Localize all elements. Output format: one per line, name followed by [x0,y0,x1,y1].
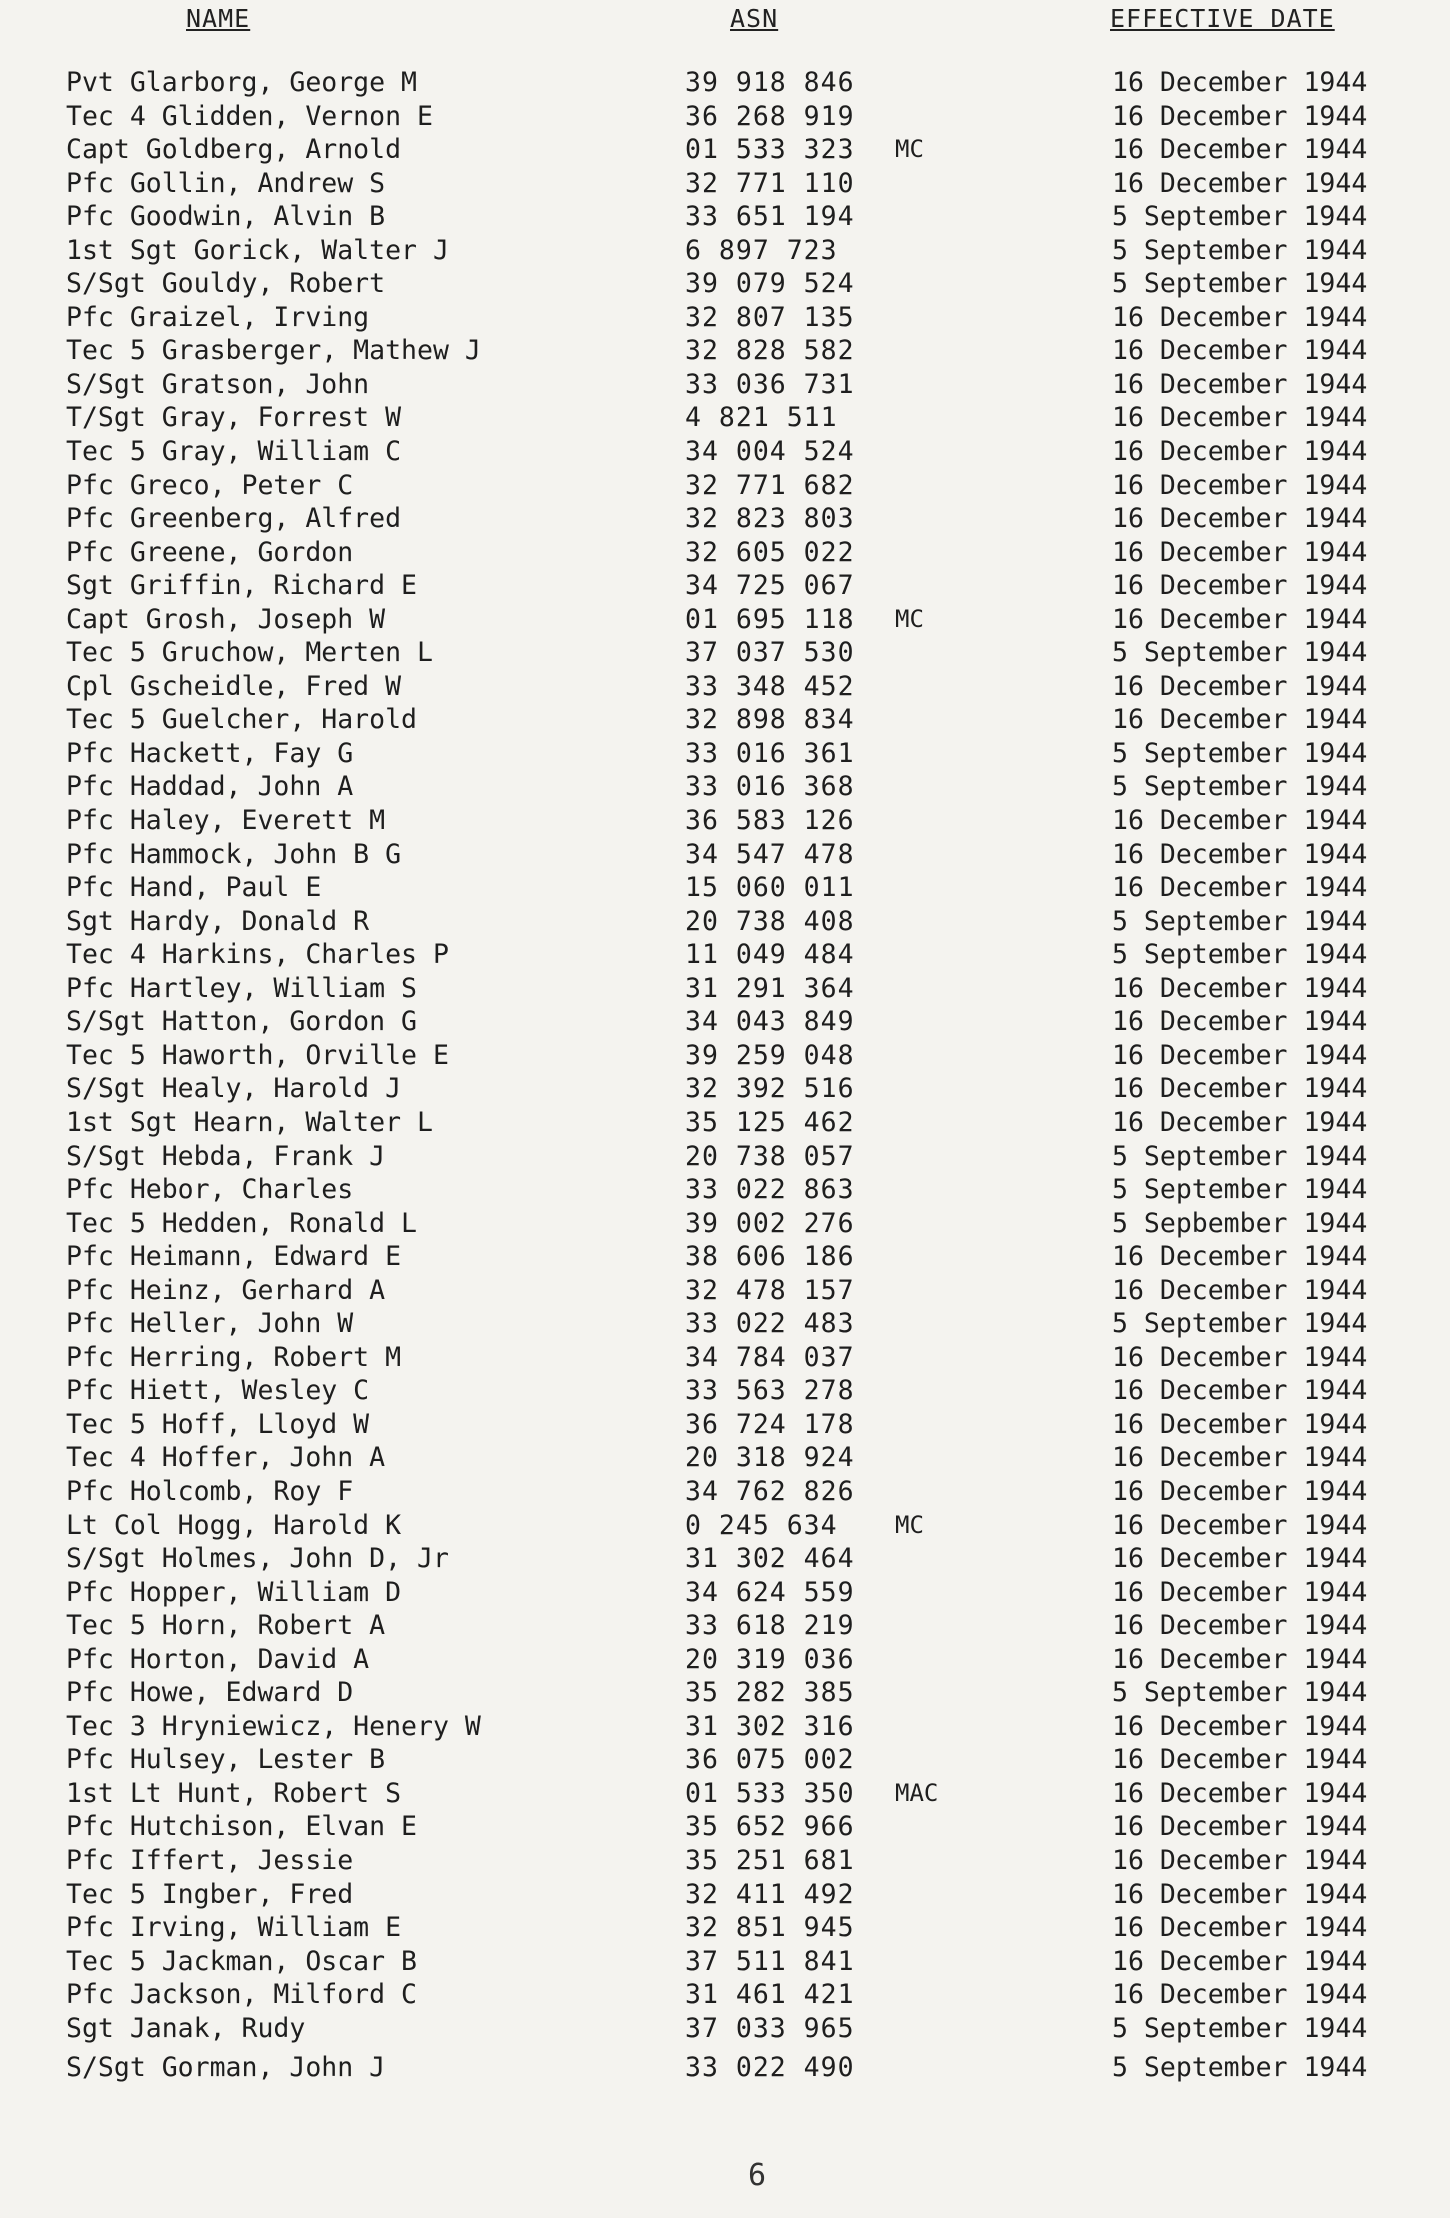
roster-list [0,66,1450,2085]
asn-value: 36 583 126 [685,805,855,837]
person-name: Cpl Gscheidle, Fred W [66,670,402,702]
asn-value: 01 533 350 [685,1777,855,1809]
asn-value: 37 033 965 [685,2012,855,2044]
person-name: Capt Goldberg, Arnold [66,134,402,166]
effective-date: 16 December 1944 [1112,1375,1368,1407]
effective-date: 16 December 1944 [1112,469,1368,501]
person-name: Pfc Irving, William E [66,1912,402,1944]
roster-row [0,1676,1450,1710]
effective-date: 16 December 1944 [1112,1408,1368,1440]
asn-value: 34 784 037 [685,1341,855,1373]
asn-value: 33 563 278 [685,1375,855,1407]
effective-date: 5 September 1944 [1112,268,1368,300]
asn-value: 33 618 219 [685,1610,855,1642]
header-name: NAME [186,4,251,33]
roster-row [0,1743,1450,1777]
roster-row [0,167,1450,201]
asn-value: 39 079 524 [685,268,855,300]
effective-date: 16 December 1944 [1112,872,1368,904]
asn-value: 39 002 276 [685,1207,855,1239]
asn-value: 36 724 178 [685,1408,855,1440]
roster-row [0,502,1450,536]
roster-row [0,938,1450,972]
person-name: Pfc Gollin, Andrew S [66,167,386,199]
person-name: Sgt Griffin, Richard E [66,570,417,602]
effective-date: 16 December 1944 [1112,1811,1368,1843]
roster-row [0,1777,1450,1811]
roster-row [0,1207,1450,1241]
person-name: 1st Sgt Hearn, Walter L [66,1106,433,1138]
roster-row [0,1341,1450,1375]
roster-row [0,636,1450,670]
person-name: Pfc Goodwin, Alvin B [66,201,386,233]
person-name: Tec 5 Ingber, Fred [66,1878,354,1910]
effective-date: 16 December 1944 [1112,1610,1368,1642]
effective-date: 16 December 1944 [1112,1442,1368,1474]
asn-value: 33 022 863 [685,1174,855,1206]
asn-value: 31 291 364 [685,972,855,1004]
asn-value: 33 036 731 [685,368,855,400]
effective-date: 5 September 1944 [1112,2012,1368,2044]
person-name: Lt Col Hogg, Harold K [66,1509,402,1541]
person-name: Capt Grosh, Joseph W [66,603,386,635]
person-name: Pfc Jackson, Milford C [66,1979,417,2011]
effective-date: 16 December 1944 [1112,1543,1368,1575]
roster-row [0,603,1450,637]
person-name: Tec 5 Guelcher, Harold [66,704,417,736]
effective-date: 16 December 1944 [1112,1006,1368,1038]
asn-value: 01 695 118 [685,603,855,635]
asn-value: 33 022 483 [685,1308,855,1340]
person-name: Pfc Haley, Everett M [66,805,386,837]
person-name: Tec 4 Harkins, Charles P [66,939,449,971]
effective-date: 5 Sepbember 1944 [1112,1207,1368,1239]
effective-date: 5 September 1944 [1112,234,1368,266]
asn-value: 37 037 530 [685,637,855,669]
effective-date: 16 December 1944 [1112,503,1368,535]
asn-value: 34 004 524 [685,436,855,468]
asn-value: 6 897 723 [685,234,838,266]
effective-date: 5 September 1944 [1112,905,1368,937]
effective-date: 16 December 1944 [1112,1744,1368,1776]
asn-value: 20 738 408 [685,905,855,937]
person-name: Pfc Hand, Paul E [66,872,322,904]
person-name: T/Sgt Gray, Forrest W [66,402,402,434]
person-name: Pfc Hutchison, Elvan E [66,1811,417,1843]
asn-value: 20 738 057 [685,1140,855,1172]
person-name: Pfc Hiett, Wesley C [66,1375,370,1407]
roster-row [0,234,1450,268]
header-effective-date: EFFECTIVE DATE [1110,4,1335,33]
roster-row [0,569,1450,603]
asn-value: 32 411 492 [685,1878,855,1910]
effective-date: 16 December 1944 [1112,838,1368,870]
asn-value: 31 302 316 [685,1710,855,1742]
person-name: Sgt Hardy, Donald R [66,905,370,937]
person-name: S/Sgt Hebda, Frank J [66,1140,386,1172]
roster-row [0,1576,1450,1610]
effective-date: 16 December 1944 [1112,972,1368,1004]
person-name: Pfc Hammock, John B G [66,838,402,870]
person-name: Pfc Heller, John W [66,1308,354,1340]
person-name: Pfc Hopper, William D [66,1576,402,1608]
roster-row [0,703,1450,737]
roster-row [0,1609,1450,1643]
person-name: Pfc Hackett, Fay G [66,737,354,769]
person-name: Pfc Heinz, Gerhard A [66,1274,386,1306]
roster-row [0,435,1450,469]
roster-row [0,1374,1450,1408]
effective-date: 16 December 1944 [1112,1878,1368,1910]
roster-row [0,871,1450,905]
effective-date: 16 December 1944 [1112,368,1368,400]
person-name: Tec 5 Horn, Robert A [66,1610,386,1642]
roster-row [0,1106,1450,1140]
effective-date: 5 September 1944 [1112,1308,1368,1340]
asn-value: 32 828 582 [685,335,855,367]
asn-value: 34 043 849 [685,1006,855,1038]
effective-date: 16 December 1944 [1112,1509,1368,1541]
effective-date: 16 December 1944 [1112,1039,1368,1071]
person-name: Tec 5 Gray, William C [66,436,402,468]
effective-date: 5 September 1944 [1112,737,1368,769]
effective-date: 16 December 1944 [1112,1912,1368,1944]
roster-row [0,1039,1450,1073]
effective-date: 16 December 1944 [1112,167,1368,199]
effective-date: 16 December 1944 [1112,1710,1368,1742]
header-asn: ASN [730,4,779,33]
person-name: Tec 4 Glidden, Vernon E [66,100,433,132]
effective-date: 16 December 1944 [1112,335,1368,367]
roster-row [0,1441,1450,1475]
effective-date: 16 December 1944 [1112,1073,1368,1105]
roster-row [0,1005,1450,1039]
person-name: Tec 4 Hoffer, John A [66,1442,386,1474]
roster-row [0,334,1450,368]
corps-note: MC [895,135,924,164]
person-name: S/Sgt Healy, Harold J [66,1073,402,1105]
effective-date: 5 September 1944 [1112,201,1368,233]
asn-value: 39 918 846 [685,67,855,98]
roster-row [0,1643,1450,1677]
roster-row [0,133,1450,167]
person-name: Pfc Iffert, Jessie [66,1844,354,1876]
person-name: Tec 5 Hedden, Ronald L [66,1207,417,1239]
person-name: Pfc Howe, Edward D [66,1677,354,1709]
asn-value: 33 016 368 [685,771,855,803]
asn-value: 32 478 157 [685,1274,855,1306]
person-name: Pfc Haddad, John A [66,771,354,803]
asn-value: 20 318 924 [685,1442,855,1474]
roster-row [0,1307,1450,1341]
roster-row [0,1509,1450,1543]
effective-date: 16 December 1944 [1112,603,1368,635]
asn-value: 39 259 048 [685,1039,855,1071]
asn-value: 32 823 803 [685,503,855,535]
person-name: S/Sgt Hatton, Gordon G [66,1006,417,1038]
asn-value: 32 898 834 [685,704,855,736]
asn-value: 0 245 634 [685,1509,838,1541]
roster-row [0,1475,1450,1509]
effective-date: 5 September 1944 [1112,939,1368,971]
person-name: Pfc Hartley, William S [66,972,417,1004]
person-name: 1st Sgt Gorick, Walter J [66,234,449,266]
roster-row [0,737,1450,771]
effective-date: 16 December 1944 [1112,1241,1368,1273]
asn-value: 36 075 002 [685,1744,855,1776]
roster-row [0,301,1450,335]
corps-note: MC [895,604,924,633]
page-number: 6 [748,2158,767,2193]
asn-value: 33 022 490 [685,2052,855,2084]
asn-value: 32 605 022 [685,536,855,568]
asn-value: 37 511 841 [685,1945,855,1977]
roster-row [0,469,1450,503]
asn-value: 33 651 194 [685,201,855,233]
person-name: Sgt Janak, Rudy [66,2012,306,2044]
roster-row [0,1810,1450,1844]
effective-date: 16 December 1944 [1112,1945,1368,1977]
roster-row [0,1140,1450,1174]
effective-date: 5 September 1944 [1112,1140,1368,1172]
effective-date: 16 December 1944 [1112,67,1368,98]
person-name: Tec 5 Haworth, Orville E [66,1039,449,1071]
asn-value: 31 302 464 [685,1543,855,1575]
effective-date: 16 December 1944 [1112,1475,1368,1507]
roster-row [0,1844,1450,1878]
effective-date: 16 December 1944 [1112,670,1368,702]
asn-value: 34 624 559 [685,1576,855,1608]
asn-value: 32 771 682 [685,469,855,501]
effective-date: 16 December 1944 [1112,1576,1368,1608]
asn-value: 34 547 478 [685,838,855,870]
asn-value: 35 251 681 [685,1844,855,1876]
effective-date: 16 December 1944 [1112,536,1368,568]
person-name: Tec 5 Hoff, Lloyd W [66,1408,370,1440]
person-name: Pvt Glarborg, George M [66,67,417,98]
roster-row [0,1274,1450,1308]
roster-row [0,1408,1450,1442]
roster-row [0,368,1450,402]
roster-row [0,838,1450,872]
roster-row [0,1710,1450,1744]
effective-date: 16 December 1944 [1112,134,1368,166]
effective-date: 16 December 1944 [1112,1341,1368,1373]
effective-date: 16 December 1944 [1112,704,1368,736]
roster-row [0,670,1450,704]
person-name: Tec 5 Grasberger, Mathew J [66,335,481,367]
asn-value: 31 461 421 [685,1979,855,2011]
effective-date: 16 December 1944 [1112,402,1368,434]
person-name: Pfc Greco, Peter C [66,469,354,501]
asn-value: 32 392 516 [685,1073,855,1105]
roster-row [0,1878,1450,1912]
person-name: Tec 3 Hryniewicz, Henery W [66,1710,481,1742]
effective-date: 5 September 1944 [1112,2052,1368,2084]
asn-value: 33 348 452 [685,670,855,702]
asn-value: 11 049 484 [685,939,855,971]
corps-note: MAC [895,1778,939,1807]
person-name: Pfc Horton, David A [66,1643,370,1675]
roster-row [0,1542,1450,1576]
asn-value: 4 821 511 [685,402,838,434]
asn-value: 01 533 323 [685,134,855,166]
roster-row [0,804,1450,838]
effective-date: 16 December 1944 [1112,1777,1368,1809]
asn-value: 32 807 135 [685,301,855,333]
asn-value: 38 606 186 [685,1241,855,1273]
asn-value: 15 060 011 [685,872,855,904]
person-name: S/Sgt Gouldy, Robert [66,268,386,300]
asn-value: 34 762 826 [685,1475,855,1507]
person-name: Pfc Hulsey, Lester B [66,1744,386,1776]
roster-row [0,972,1450,1006]
effective-date: 5 September 1944 [1112,1677,1368,1709]
person-name: Tec 5 Gruchow, Merten L [66,637,433,669]
effective-date: 16 December 1944 [1112,1274,1368,1306]
person-name: 1st Lt Hunt, Robert S [66,1777,402,1809]
person-name: Tec 5 Jackman, Oscar B [66,1945,417,1977]
asn-value: 33 016 361 [685,737,855,769]
asn-value: 34 725 067 [685,570,855,602]
effective-date: 16 December 1944 [1112,1106,1368,1138]
roster-row [0,401,1450,435]
effective-date: 16 December 1944 [1112,436,1368,468]
person-name: S/Sgt Gorman, John J [66,2052,386,2084]
effective-date: 5 September 1944 [1112,1174,1368,1206]
roster-row [0,1173,1450,1207]
roster-row [0,2012,1450,2046]
effective-date: 16 December 1944 [1112,570,1368,602]
effective-date: 16 December 1944 [1112,301,1368,333]
person-name: Pfc Herring, Robert M [66,1341,402,1373]
person-name: S/Sgt Holmes, John D, Jr [66,1543,449,1575]
effective-date: 16 December 1944 [1112,100,1368,132]
roster-row [0,66,1450,100]
roster-row [0,200,1450,234]
roster-row [0,2051,1450,2085]
roster-row [0,770,1450,804]
effective-date: 16 December 1944 [1112,805,1368,837]
person-name: Pfc Graizel, Irving [66,301,370,333]
effective-date: 16 December 1944 [1112,1844,1368,1876]
asn-value: 36 268 919 [685,100,855,132]
roster-row [0,905,1450,939]
asn-value: 32 851 945 [685,1912,855,1944]
effective-date: 5 September 1944 [1112,771,1368,803]
roster-row [0,1945,1450,1979]
roster-row [0,1911,1450,1945]
person-name: S/Sgt Gratson, John [66,368,370,400]
person-name: Pfc Greenberg, Alfred [66,503,402,535]
effective-date: 16 December 1944 [1112,1979,1368,2011]
person-name: Pfc Holcomb, Roy F [66,1475,354,1507]
roster-row [0,1072,1450,1106]
roster-row [0,536,1450,570]
asn-value: 35 282 385 [685,1677,855,1709]
effective-date: 16 December 1944 [1112,1643,1368,1675]
roster-row [0,1240,1450,1274]
person-name: Pfc Hebor, Charles [66,1174,354,1206]
person-name: Pfc Heimann, Edward E [66,1241,402,1273]
corps-note: MC [895,1510,924,1539]
asn-value: 20 319 036 [685,1643,855,1675]
asn-value: 35 125 462 [685,1106,855,1138]
person-name: Pfc Greene, Gordon [66,536,354,568]
asn-value: 35 652 966 [685,1811,855,1843]
roster-row [0,1978,1450,2012]
roster-row [0,267,1450,301]
effective-date: 5 September 1944 [1112,637,1368,669]
roster-row [0,100,1450,134]
asn-value: 32 771 110 [685,167,855,199]
